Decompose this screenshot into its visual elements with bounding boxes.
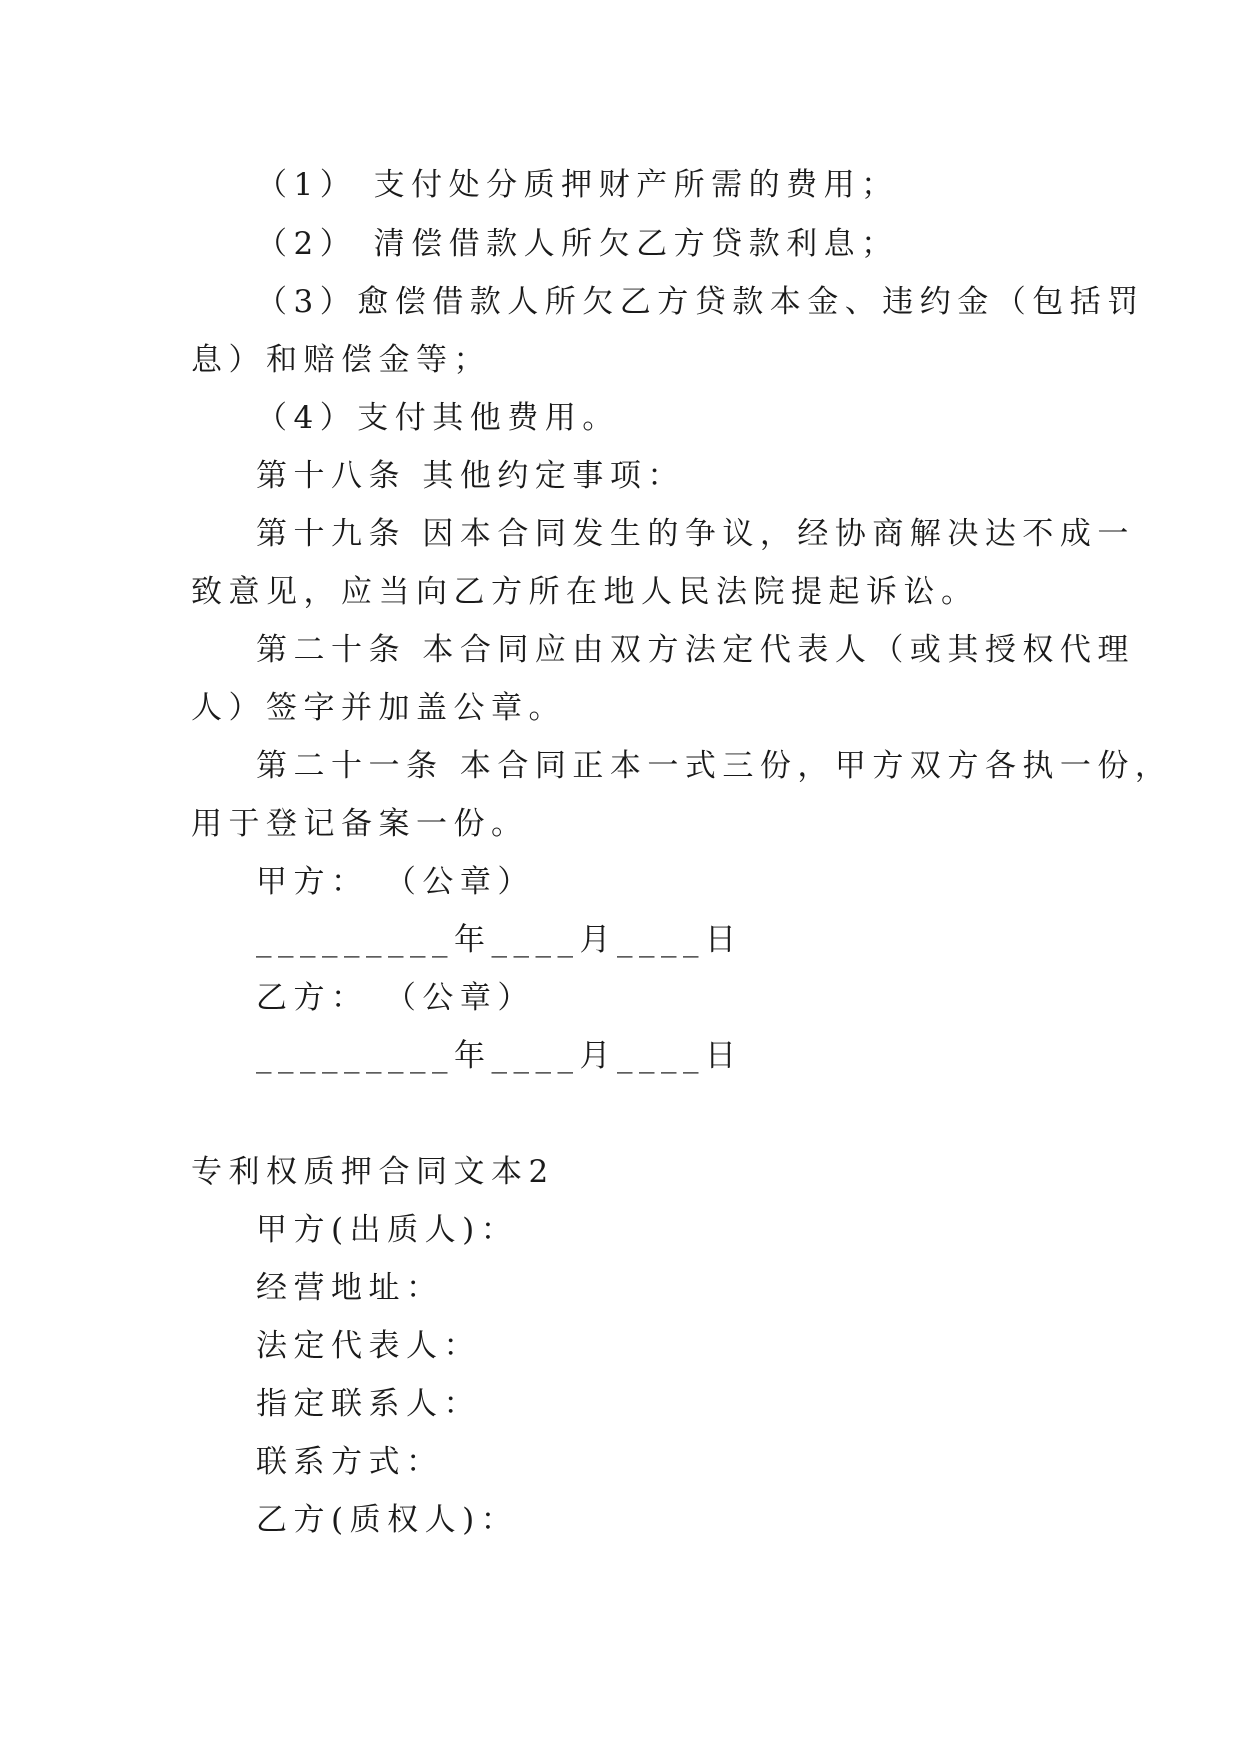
party-b-pledgee: 乙方(质权人)： xyxy=(256,1502,519,1538)
business-address: 经营地址： xyxy=(256,1270,444,1306)
article-18: 第十八条 其他约定事项： xyxy=(256,458,685,494)
party-a-date: _________年____月____日 xyxy=(256,922,743,958)
article-19: 第十九条 因本合同发生的争议，经协商解决达不成一 xyxy=(256,516,1135,552)
article-20: 第二十条 本合同应由双方法定代表人（或其授权代理 xyxy=(256,632,1135,668)
article-20-continued: 人）签字并加盖公章。 xyxy=(191,690,566,726)
section-title: 专利权质押合同文本2 xyxy=(191,1154,555,1190)
contact-method: 联系方式： xyxy=(256,1444,444,1480)
designated-contact: 指定联系人： xyxy=(256,1386,481,1422)
article-21: 第二十一条 本合同正本一式三份，甲方双方各执一份， xyxy=(256,748,1173,784)
article-19-continued: 致意见，应当向乙方所在地人民法院提起诉讼。 xyxy=(191,574,979,610)
clause-item-3: （3）愈偿借款人所欠乙方贷款本金、违约金（包括罚 xyxy=(256,284,1145,320)
party-b-seal: 乙方： （公章） xyxy=(256,980,535,1016)
party-a-pledgor: 甲方(出质人)： xyxy=(256,1212,519,1248)
clause-item-3-continued: 息）和赔偿金等； xyxy=(191,342,491,378)
clause-item-1: （1） 支付处分质押财产所需的费用； xyxy=(256,167,899,203)
party-a-seal: 甲方： （公章） xyxy=(256,864,535,900)
party-b-date: _________年____月____日 xyxy=(256,1038,743,1074)
clause-item-4: （4）支付其他费用。 xyxy=(256,400,620,436)
article-21-continued: 用于登记备案一份。 xyxy=(191,806,529,842)
legal-representative: 法定代表人： xyxy=(256,1328,481,1364)
clause-item-2: （2） 清偿借款人所欠乙方贷款利息； xyxy=(256,226,899,262)
